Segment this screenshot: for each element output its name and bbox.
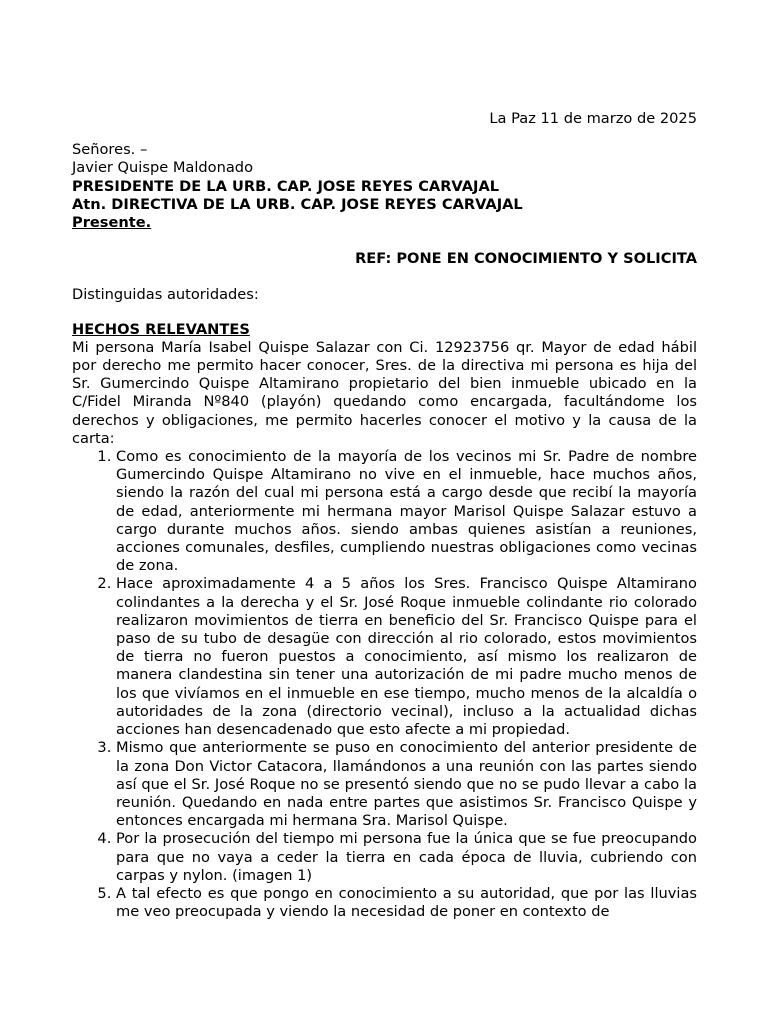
reference-line: REF: PONE EN CONOCIMIENTO Y SOLICITA — [355, 250, 697, 268]
greeting: Distinguidas autoridades: — [72, 286, 259, 304]
list-item: 2. Hace aproximadamente 4 a 5 años los Sres. Francisco Quispe Altamirano colindantes a la derecha y el Sr. José Roque inmueble colindante rio colorado realizaron movimientos de tierra en beneficio del Sr. Francisco Quispe para el paso de su tubo de desagüe con dirección al rio colorado, estos movimientos de tierra no fueron puestos a conocimiento, así mismo los realizaron de manera clandestina sin tener una autorización de mi padre mucho menos de los que vivíamos en el inmueble en ese tiempo, mucho menos de la alcaldía o autoridades de la zona (directorio vecinal), incluso a la actualidad dichas acciones han desencadenado que esto afecte a mi propiedad. — [116, 575, 697, 739]
list-item: 4. Por la prosecución del tiempo mi persona fue la única que se fue preocupando para que no vaya a ceder la tierra en cada época de lluvia, cubriendo con carpas y nylon. (imagen 1) — [116, 830, 697, 885]
addressee-name: Javier Quispe Maldonado — [72, 159, 253, 177]
addressee-block — [72, 141, 697, 232]
list-item: 3. Mismo que anteriormente se puso en conocimiento del anterior presidente de la zona Don Victor Catacora, llamándonos a una reunión con las partes siendo así que el Sr. José Roque no se presentó siendo que no se pudo llevar a cabo la reunión. Quedando en nada entre partes que asistimos Sr. Francisco Quispe y entonces encargada mi hermana Sra. Marisol Quispe. — [116, 739, 697, 830]
list-item: 1. Como es conocimiento de la mayoría de los vecinos mi Sr. Padre de nombre Gumercindo Quispe Altamirano no vive en el inmueble, hace muchos años, siendo la razón del cual mi persona está a cargo desde que recibí la mayoría de edad, anteriormente mi hermana mayor Marisol Quispe Salazar estuvo a cargo durante muchos años. siendo ambas quienes asistían a reuniones, acciones comunales, desfiles, cumpliendo nuestras obligaciones como vecinas de zona. — [116, 448, 697, 575]
facts-list — [72, 448, 697, 921]
attention-line: Atn. DIRECTIVA DE LA URB. CAP. JOSE REYES CARVAJAL — [72, 195, 523, 213]
salutation: Señores. – — [72, 141, 148, 159]
section-heading: HECHOS RELEVANTES — [72, 320, 250, 338]
addressee-title: PRESIDENTE DE LA URB. CAP. JOSE REYES CARVAJAL — [72, 177, 500, 195]
intro-paragraph: Mi persona María Isabel Quispe Salazar con Ci. 12923756 qr. Mayor de edad hábil por derecho me permito hacer conocer, Sres. de la directiva mi persona es hija del Sr. Gumercindo Quispe Altamirano propietario del bien inmueble ubicado en la C/Fidel Miranda Nº840 (playón) quedando como encargada, facultándome los derechos y obligaciones, me permito hacerles conocer el motivo y la causa de la carta: — [72, 338, 697, 447]
list-item: 5. A tal efecto es que pongo en conocimiento a su autoridad, que por las lluvias me veo preocupada y viendo la necesidad de poner en contexto de — [116, 885, 697, 921]
place-date: La Paz 11 de marzo de 2025 — [489, 110, 697, 127]
letter-page — [72, 110, 697, 921]
presente-label: Presente. — [72, 214, 152, 232]
